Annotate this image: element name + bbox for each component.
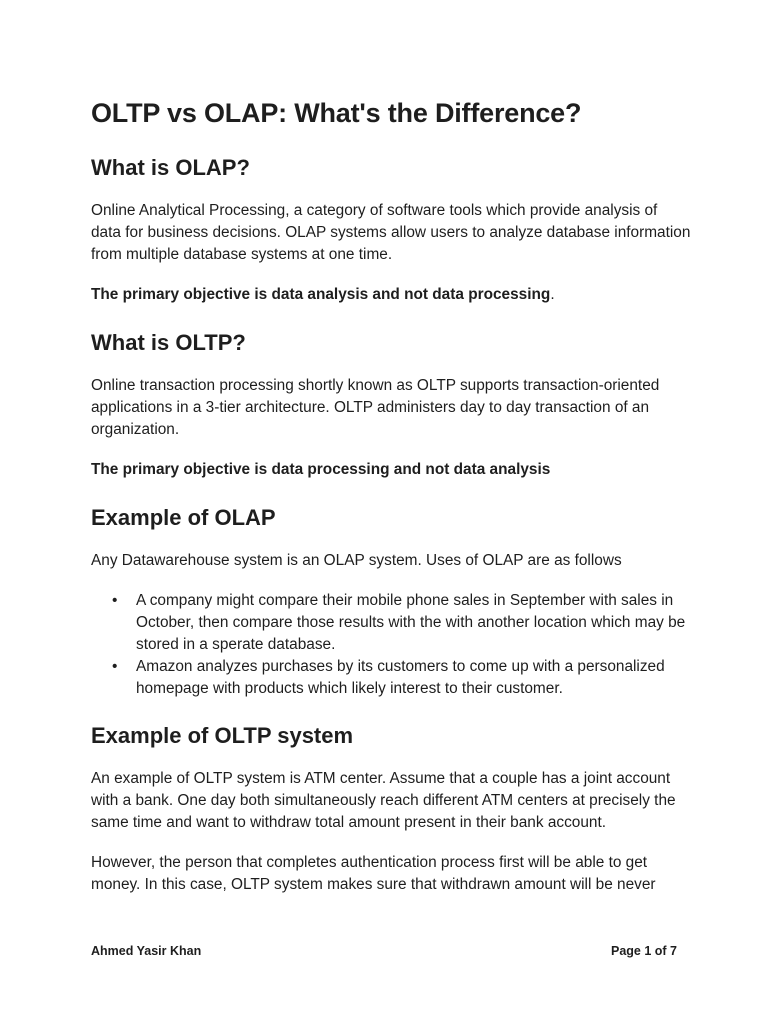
section-heading-oltp: What is OLTP? <box>91 330 246 355</box>
example-olap-list <box>91 590 691 700</box>
oltp-definition-paragraph: Online transaction processing shortly known as OLTP supports transaction-oriented applications in a 3-tier architecture. OLTP administers day to day transaction of an organization. <box>91 377 660 438</box>
example-oltp-paragraph-2: However, the person that completes authentication process first will be able to get money. In this case, OLTP system makes sure that withdrawn amount will be never <box>91 854 656 893</box>
oltp-objective: The primary objective is data processing and not data analysis <box>91 461 551 478</box>
olap-objective-text: The primary objective is data analysis and not data processing <box>91 286 551 303</box>
example-oltp-paragraph-1: An example of OLTP system is ATM center. Assume that a couple has a joint account with a bank. One day both simultaneously reach different ATM centers at precisely the same time and want to withdraw total amount present in their bank account. <box>91 770 676 831</box>
document-page <box>91 92 691 914</box>
example-olap-intro: Any Datawarehouse system is an OLAP system. Uses of OLAP are as follows <box>91 552 622 569</box>
section-heading-example-oltp: Example of OLTP system <box>91 723 354 748</box>
section-heading-olap: What is OLAP? <box>91 155 250 180</box>
olap-objective-period: . <box>550 286 555 303</box>
section-heading-example-olap: Example of OLAP <box>91 505 276 530</box>
list-item: • Amazon analyzes purchases by its customers to come up with a personalized homepage with products which likely interest to their customer. <box>136 656 691 700</box>
footer-page-number: Page 1 of 7 <box>611 944 677 958</box>
olap-objective <box>91 284 691 306</box>
footer-author: Ahmed Yasir Khan <box>91 944 202 958</box>
olap-definition-paragraph: Online Analytical Processing, a category of software tools which provide analysis of data for business decisions. OLAP systems allow users to analyze database information from multiple database systems at one time. <box>91 202 691 263</box>
document-title: OLTP vs OLAP: What's the Difference? <box>91 98 582 128</box>
list-item: • A company might compare their mobile phone sales in September with sales in October, then compare those results with the with another location which may be stored in a sperate database. <box>136 590 691 656</box>
